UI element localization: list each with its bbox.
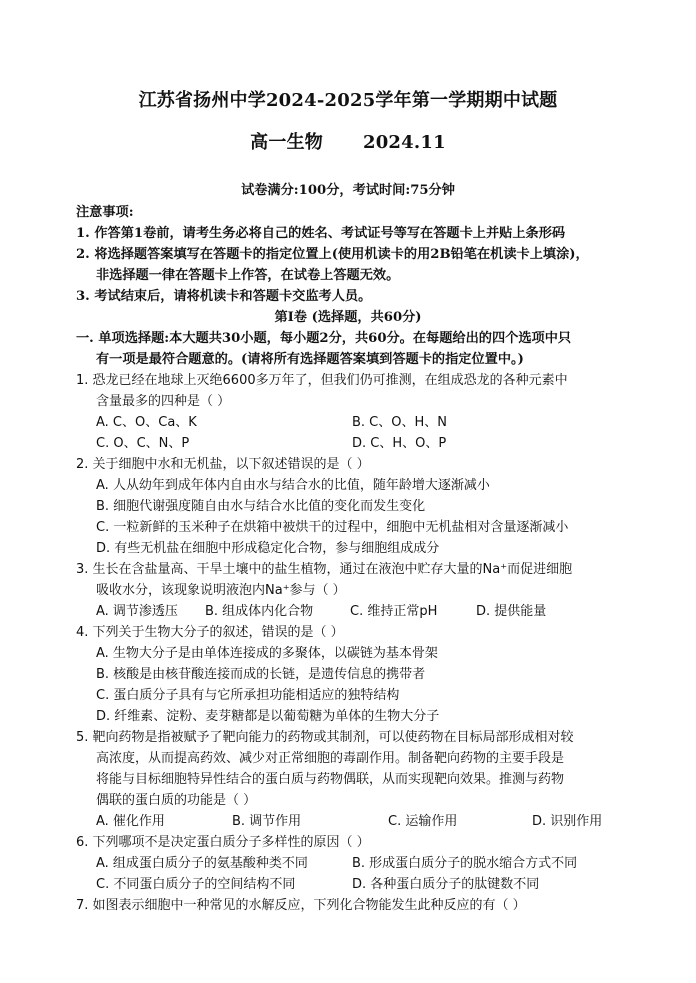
q6-option-b: B. 形成蛋白质分子的脱水缩合方式不同: [352, 856, 578, 871]
note-item: 1. 作答第1卷前，请考生务必将自己的姓名、考试证号等写在答题卡上并贴上条形码: [76, 226, 566, 241]
q1-option-d: D. C、H、O、P: [352, 436, 447, 451]
exam-date: 2024.11: [362, 132, 446, 153]
question-2-stem: 2. 关于细胞中水和无机盐，以下叙述错误的是（ ）: [76, 457, 370, 472]
note-item: 2. 将选择题答案填写在答题卡的指定位置上(使用机读卡的用2B铅笔在机读卡上填涂)，: [76, 247, 589, 262]
q6-option-d: D. 各种蛋白质分子的肽键数不同: [352, 877, 540, 892]
note-item: 非选择题一律在答题卡上作答，在试卷上答题无效。: [96, 268, 400, 283]
section1-instructions: 一. 单项选择题:本大题共30小题，每小题2分，共60分。在每题给出的四个选项中只: [76, 331, 572, 346]
q1-option-b: B. C、O、H、N: [352, 415, 447, 430]
note-item: 3. 考试结束后，请将机读卡和答题卡交监考人员。: [76, 289, 372, 304]
question-1-stem: 含量最多的四种是（ ）: [96, 394, 231, 409]
notes-heading: 注意事项:: [76, 205, 134, 220]
q3-option-d: D. 提供能量: [476, 604, 547, 619]
q3-option-b: B. 组成体内化合物: [205, 604, 314, 619]
q5-option-a: A. 催化作用: [96, 814, 165, 829]
exam-info: 试卷满分:100分，考试时间:75分钟: [241, 183, 455, 198]
part1-heading: 第I卷 (选择题，共60分): [274, 310, 422, 325]
question-4-stem: 4. 下列关于生物大分子的叙述，错误的是（ ）: [76, 625, 344, 640]
question-5-stem: 5. 靶向药物是指被赋予了靶向能力的药物或其制剂，可以使药物在目标局部形成相对较: [76, 730, 574, 745]
q3-option-c: C. 维持正常pH: [350, 604, 438, 619]
question-5-stem: 高浓度，从而提高药效、减少对正常细胞的毒副作用。制备靶向药物的主要手段是: [96, 751, 565, 766]
q1-option-c: C. O、C、N、P: [96, 436, 190, 451]
question-7-stem: 7. 如图表示细胞中一种常见的水解反应，下列化合物能发生此种反应的有（ ）: [76, 898, 526, 913]
q4-option-d: D. 纤维素、淀粉、麦芽糖都是以葡萄糖为单体的生物大分子: [96, 709, 440, 724]
subject-label: 高一生物: [250, 132, 323, 153]
q3-option-a: A. 调节渗透压: [96, 604, 178, 619]
question-5-stem: 将能与目标细胞特异性结合的蛋白质与药物偶联，从而实现靶向效果。推测与药物: [96, 772, 565, 787]
q1-option-a: A. C、O、Ca、K: [96, 415, 197, 430]
q2-option-c: C. 一粒新鲜的玉米种子在烘箱中被烘干的过程中，细胞中无机盐相对含量逐渐减小: [96, 520, 569, 535]
question-5-stem: 偶联的蛋白质的功能是（ ）: [96, 793, 257, 808]
question-6-stem: 6. 下列哪项不是决定蛋白质分子多样性的原因（ ）: [76, 835, 370, 850]
q6-option-c: C. 不同蛋白质分子的空间结构不同: [96, 877, 296, 892]
q2-option-a: A. 人从幼年到成年体内自由水与结合水的比值，随年龄增大逐渐减小: [96, 478, 490, 493]
q5-option-d: D. 识别作用: [532, 814, 603, 829]
exam-title: 江苏省扬州中学2024-2025学年第一学期期中试题: [138, 90, 558, 111]
q4-option-c: C. 蛋白质分子具有与它所承担功能相适应的独特结构: [96, 688, 400, 703]
q4-option-a: A. 生物大分子是由单体连接成的多聚体，以碳链为基本骨架: [96, 646, 438, 661]
q5-option-c: C. 运输作用: [388, 814, 458, 829]
exam-subtitle: [0, 128, 696, 154]
question-3-stem: 吸收水分，该现象说明液泡内Na⁺参与（ ）: [96, 583, 346, 598]
question-3-stem: 3. 生长在含盐量高、干旱土壤中的盐生植物，通过在液泡中贮存大量的Na⁺而促进细胞: [76, 562, 573, 577]
q2-option-d: D. 有些无机盐在细胞中形成稳定化合物，参与细胞组成成分: [96, 541, 440, 556]
question-1-stem: 1. 恐龙已经在地球上灭绝6600多万年了，但我们仍可推测，在组成恐龙的各种元素中: [76, 373, 568, 388]
q4-option-b: B. 核酸是由核苷酸连接而成的长链，是遗传信息的携带者: [96, 667, 426, 682]
q6-option-a: A. 组成蛋白质分子的氨基酸种类不同: [96, 856, 308, 871]
q2-option-b: B. 细胞代谢强度随自由水与结合水比值的变化而发生变化: [96, 499, 426, 514]
q5-option-b: B. 调节作用: [232, 814, 302, 829]
section1-instructions: 有一项是最符合题意的。(请将所有选择题答案填到答题卡的指定位置中。): [96, 352, 524, 367]
